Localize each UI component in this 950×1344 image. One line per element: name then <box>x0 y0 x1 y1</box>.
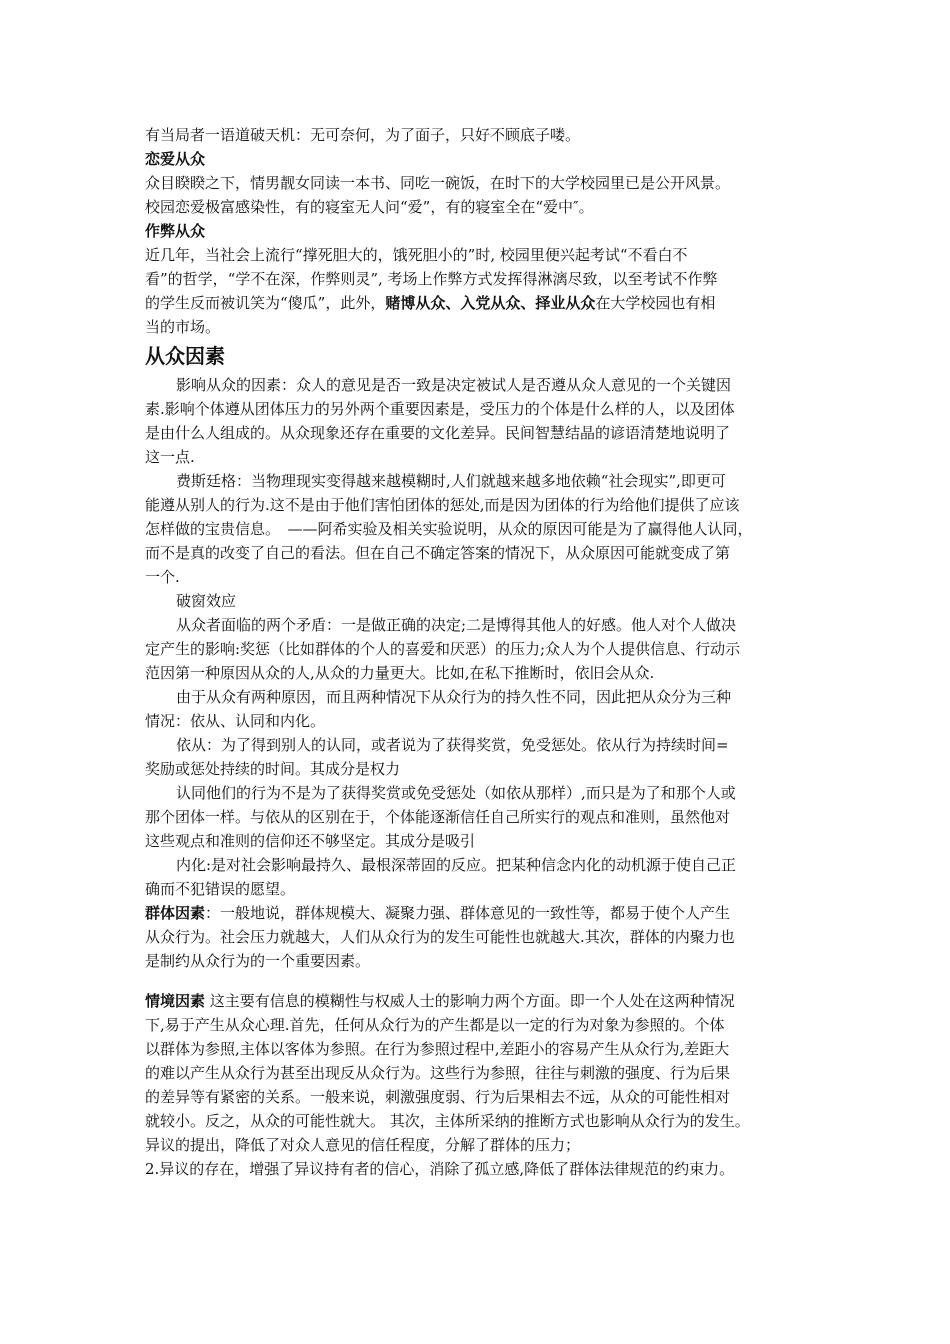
paragraph-line: 依从：为了得到别人的认同，或者说为了获得奖赏，免受惩处。依从行为持续时间= <box>176 736 729 754</box>
section-heading-factors: 从众因素 <box>145 344 225 368</box>
paragraph-line: 费斯廷格：当物理现实变得越来越模糊时,人们就越来越多地依赖“社会现实”,即更可 <box>176 472 726 490</box>
love-conformity-title: 恋爱从众 <box>145 150 206 168</box>
group-factors-title: 群体因素 <box>145 904 206 922</box>
paragraph-line: 就较小。反之，从众的可能性就大。 其次，主体所采纳的推断方式也影响从众行为的发生。 <box>145 1112 750 1130</box>
paragraph-line: 情况：依从、认同和内化。 <box>145 712 326 730</box>
paragraph-line: 奖励或惩处持续的时间。其成分是权力 <box>145 760 401 778</box>
paragraph-line <box>145 989 817 1013</box>
paragraph-line: 一个. <box>145 568 180 586</box>
paragraph-line: 范因第一种原因从众的人,从众的力量更大。比如,在私下推断时，依旧会从众. <box>145 664 655 682</box>
factors-paragraph-5 <box>145 685 817 733</box>
paragraph-line: 定产生的影响:奖惩（比如群体的个人的喜爱和厌恶）的压力;众人为个人提供信息、行动示 <box>145 640 741 658</box>
cheat-line-3-a: 的学生反而被讥笑为“傻瓜”，此外， <box>145 294 386 312</box>
paragraph-line: 内化:是对社会影响最持久、最根深蒂固的反应。把某种信念内化的动机源于使自己正 <box>176 856 737 874</box>
paragraph-gap <box>145 973 817 989</box>
cheat-line-4: 当的市场。 <box>145 318 221 336</box>
paragraph-line: 那个团体一样。与依从的区别在于，个体能逐渐信任自己所实行的观点和准则，虽然他对 <box>145 808 731 826</box>
paragraph-line: 确而不犯错误的愿望。 <box>145 880 296 898</box>
paragraph-line: 由于从众有两种原因，而且两种情况下从众行为的持久性不同，因此把从众分为三种 <box>176 688 732 706</box>
factors-paragraph-1 <box>145 373 817 469</box>
paragraph-line: 以群体为参照,主体以客体为参照。在行为参照过程中,差距小的容易产生从众行为,差距大 <box>145 1040 730 1058</box>
paragraph-line: 认同他们的行为不是为了获得奖赏或免受惩处（如依从那样）,而只是为了和那个人或 <box>176 784 736 802</box>
paragraph-line: 而不是真的改变了自己的看法。但在自己不确定答案的情况下，从众原因可能就变成了第 <box>145 544 731 562</box>
cheat-line-2: 看”的哲学，“学不在深，作弊则灵”, 考场上作弊方式发挥得淋漓尽致，以至考试不作弊 <box>145 270 718 288</box>
broken-window-label: 破窗效应 <box>176 592 237 610</box>
paragraph-line: 是由什么人组成的。从众现象还存在重要的文化差异。民间智慧结晶的谚语清楚地说明了 <box>145 424 731 442</box>
paragraph-line: 这一点. <box>145 448 195 466</box>
cheat-line-3 <box>145 291 817 315</box>
paragraph-line: 素.影响个体遵从团体压力的另外两个重要因素是，受压力的个体是什么样的人，以及团体 <box>145 400 735 418</box>
situation-factors-paragraph <box>145 989 817 1181</box>
love-line-2: 校园恋爱极富感染性，有的寝室无人问“爱”，有的寝室全在“爱中″。 <box>145 198 594 216</box>
paragraph-line: 的差异等有紧密的关系。一般来说，刺激强度弱、行为后果相去不远，从众的可能性相对 <box>145 1088 731 1106</box>
situation-line-1: 这主要有信息的模糊性与权威人士的影响力两个方面。即一个人处在这两种情况 <box>205 992 735 1010</box>
paragraph-line: 从众者面临的两个矛盾：一是做正确的决定;二是博得其他人的好感。他人对个人做决 <box>176 616 737 634</box>
factors-paragraph-identification <box>145 781 817 853</box>
paragraph-line: 从众行为。社会压力就越大，人们从众行为的发生可能性也就越大.其次，群体的内聚力也 <box>145 928 735 946</box>
group-line-1: ：一般地说，群体规模大、凝聚力强、群体意见的一致性等，都易于使个人产生 <box>205 904 731 922</box>
paragraph-line: 下,易于产生从众心理.首先，任何从众行为的产生都是以一定的行为对象为参照的。个体 <box>145 1016 725 1034</box>
love-line-1: 众目睽睽之下，情男靓女同读一本书、同吃一碗饭，在时下的大学校园里已是公开风景。 <box>145 174 731 192</box>
group-factors-paragraph <box>145 901 817 973</box>
situation-factors-title: 情境因素 <box>145 992 206 1010</box>
paragraph-line: 异议的提出，降低了对众人意见的信任程度，分解了群体的压力； <box>145 1136 581 1154</box>
paragraph-line: 怎样做的宝贵信息。 ——阿希实验及相关实验说明，从众的原因可能是为了赢得他人认同， <box>145 520 753 538</box>
paragraph-line: 影响从众的因素：众人的意见是否一致是决定被试人是否遵从众人意见的一个关键因 <box>176 376 732 394</box>
paragraph-line: 是制约从众行为的一个重要因素。 <box>145 952 371 970</box>
cheat-line-3-bold: 赌博从众、入党从众、择业从众 <box>385 294 596 312</box>
cheat-line-3-c: 在大学校园也有相 <box>595 294 716 312</box>
document-page <box>145 123 817 1181</box>
factors-paragraph-4 <box>145 613 817 685</box>
paragraph-line <box>145 901 817 925</box>
factors-paragraph-compliance <box>145 733 817 781</box>
paragraph-line: 的难以产生从众行为甚至出现反从众行为。这些行为参照，往往与刺激的强度、行为后果 <box>145 1064 731 1082</box>
factors-paragraph-2 <box>145 469 817 589</box>
cheat-conformity-title: 作弊从众 <box>145 222 206 240</box>
intro-line: 有当局者一语道破天机：无可奈何，为了面子，只好不顾底子喽。 <box>145 126 581 144</box>
factors-paragraph-internalization <box>145 853 817 901</box>
cheat-line-1: 近几年，当社会上流行“撑死胆大的，饿死胆小的”时, 校园里便兴起考试“不看白不 <box>145 246 688 264</box>
paragraph-line: 能遵从别人的行为.这不是由于他们害怕团体的惩处,而是因为团体的行为给他们提供了应该 <box>145 496 740 514</box>
paragraph-line: 这些观点和准则的信仰还不够坚定。其成分是吸引 <box>145 832 476 850</box>
paragraph-line: 2.异议的存在，增强了异议持有者的信心，消除了孤立感,降低了群体法律规范的约束力。 <box>145 1160 735 1178</box>
